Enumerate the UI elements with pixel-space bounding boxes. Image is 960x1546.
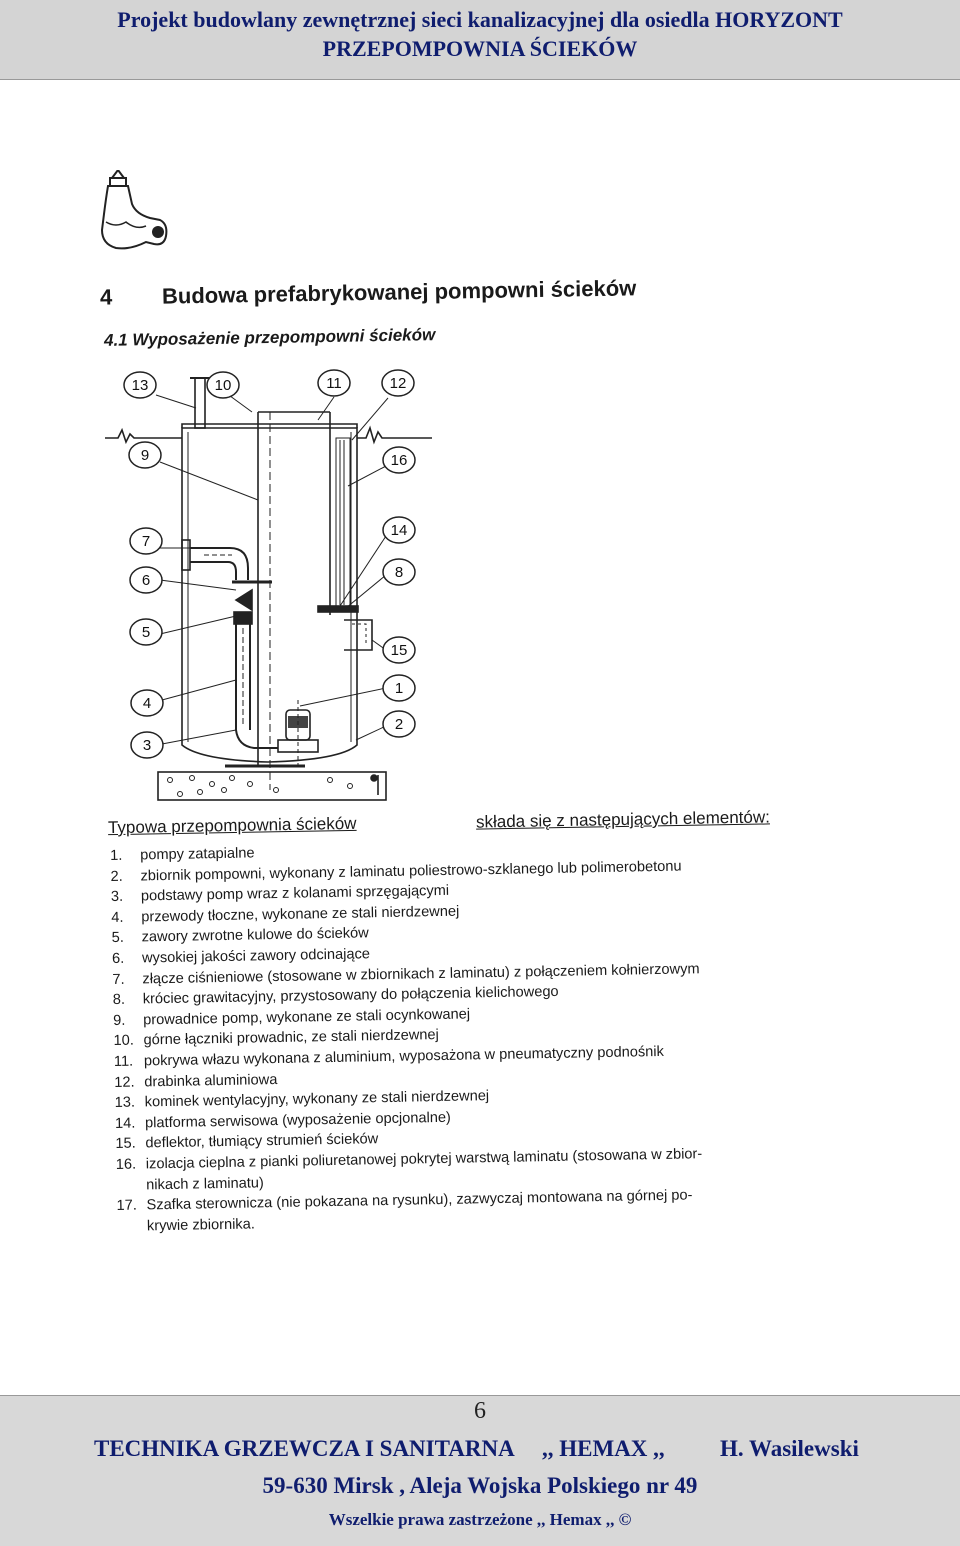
callout-9: 9 [140,447,150,464]
list-item: 12. drabinka aluminiowa [114,1071,278,1091]
list-item: 1. pompy zatapialne [110,845,255,864]
intro-text-left: Typowa przepompownia ścieków [107,813,357,838]
subsection-heading: 4.1 Wyposażenie przepompowni ścieków [103,325,436,350]
company-address: 59-630 Mirsk , Aleja Wojska Polskiego nr 49 [262,1473,698,1498]
list-item: 5. zawory zwrotne kulowe do ścieków [111,925,369,947]
callout-4: 4 [142,695,152,712]
company-name: TECHNIKA GRZEWCZA I SANITARNA [94,1436,515,1461]
page-number: 6 [474,1398,486,1424]
list-item: 6. wysokiej jakości zawory odcinające [111,946,371,967]
list-item: 10. górne łączniki prowadnic, ze stali nierdzewnej [113,1027,439,1050]
component-list [110,832,877,1237]
callout-1: 1 [394,680,404,697]
list-item: 9. prowadnice pomp, wykonane ze stali ocynkowanej [113,1006,471,1029]
callout-15: 15 [390,642,408,659]
list-item: 8. króciec grawitacyjny, przystosowany do połączenia kielichowego [112,983,559,1009]
intro-text-right: składa się z następujących elementów: [475,807,771,832]
list-item: 2. zbiornik pompowni, wykonany z laminatu poliestrowo-szklanego lub polimerobetonu [110,858,682,885]
callout-7: 7 [141,533,151,550]
callout-13: 13 [131,377,149,394]
header-title-line2: PRZEPOMPOWNIA ŚCIEKÓW [322,36,638,61]
list-item: 14. platforma serwisowa (wyposażenie opcjonalne) [114,1109,451,1132]
footer-company-row [0,1436,960,1468]
list-item: 11. pokrywa włazu wykonana z aluminium, wyposażona w pneumatyczny podnośnik [113,1043,664,1070]
callout-3: 3 [142,737,152,754]
list-item: 15. deflektor, tłumiący strumień ścieków [115,1131,379,1153]
callout-6: 6 [141,572,151,589]
callout-5: 5 [141,624,151,641]
brand-name: ,, HEMAX ,, [542,1436,665,1461]
author-name: H. Wasilewski [720,1436,859,1461]
section-title: Budowa prefabrykowanej pompowni ścieków [161,275,637,309]
section-number: 4 [99,284,113,310]
copyright-notice: Wszelkie prawa zastrzeżone ,, Hemax ,, © [328,1510,632,1529]
list-item: 16. izolacja cieplna z pianki poliuretanowej pokrytej warstwą laminatu (stosowana w zbior- nikach z laminatu) [115,1146,703,1193]
callout-11: 11 [326,375,342,392]
callout-12: 12 [389,375,407,392]
callout-16: 16 [390,452,408,469]
list-item: 3. podstawy pomp wraz z kolanami sprzęgającymi [110,882,450,906]
list-item: 13. kominek wentylacyjny, wykonany ze stali nierdzewnej [114,1088,490,1112]
header-title-line1: Projekt budowlany zewnętrznej sieci kanalizacyjnej dla osiedla HORYZONT [117,7,843,32]
page-footer [0,1395,960,1546]
callout-10: 10 [214,377,232,394]
list-item: 17. Szafka sterownicza (nie pokazana na rysunku), zazwyczaj montowana na górnej po- krywie zbiornika. [116,1187,693,1235]
list-item: 4. przewody tłoczne, wykonane ze stali nierdzewnej [111,903,460,926]
list-item: 7. złącze ciśnieniowe (stosowane w zbiornikach z laminatu) z połączeniem kołnierzowym [112,960,700,988]
callout-8: 8 [394,564,404,581]
callout-14: 14 [390,522,408,539]
callout-2: 2 [394,716,404,733]
